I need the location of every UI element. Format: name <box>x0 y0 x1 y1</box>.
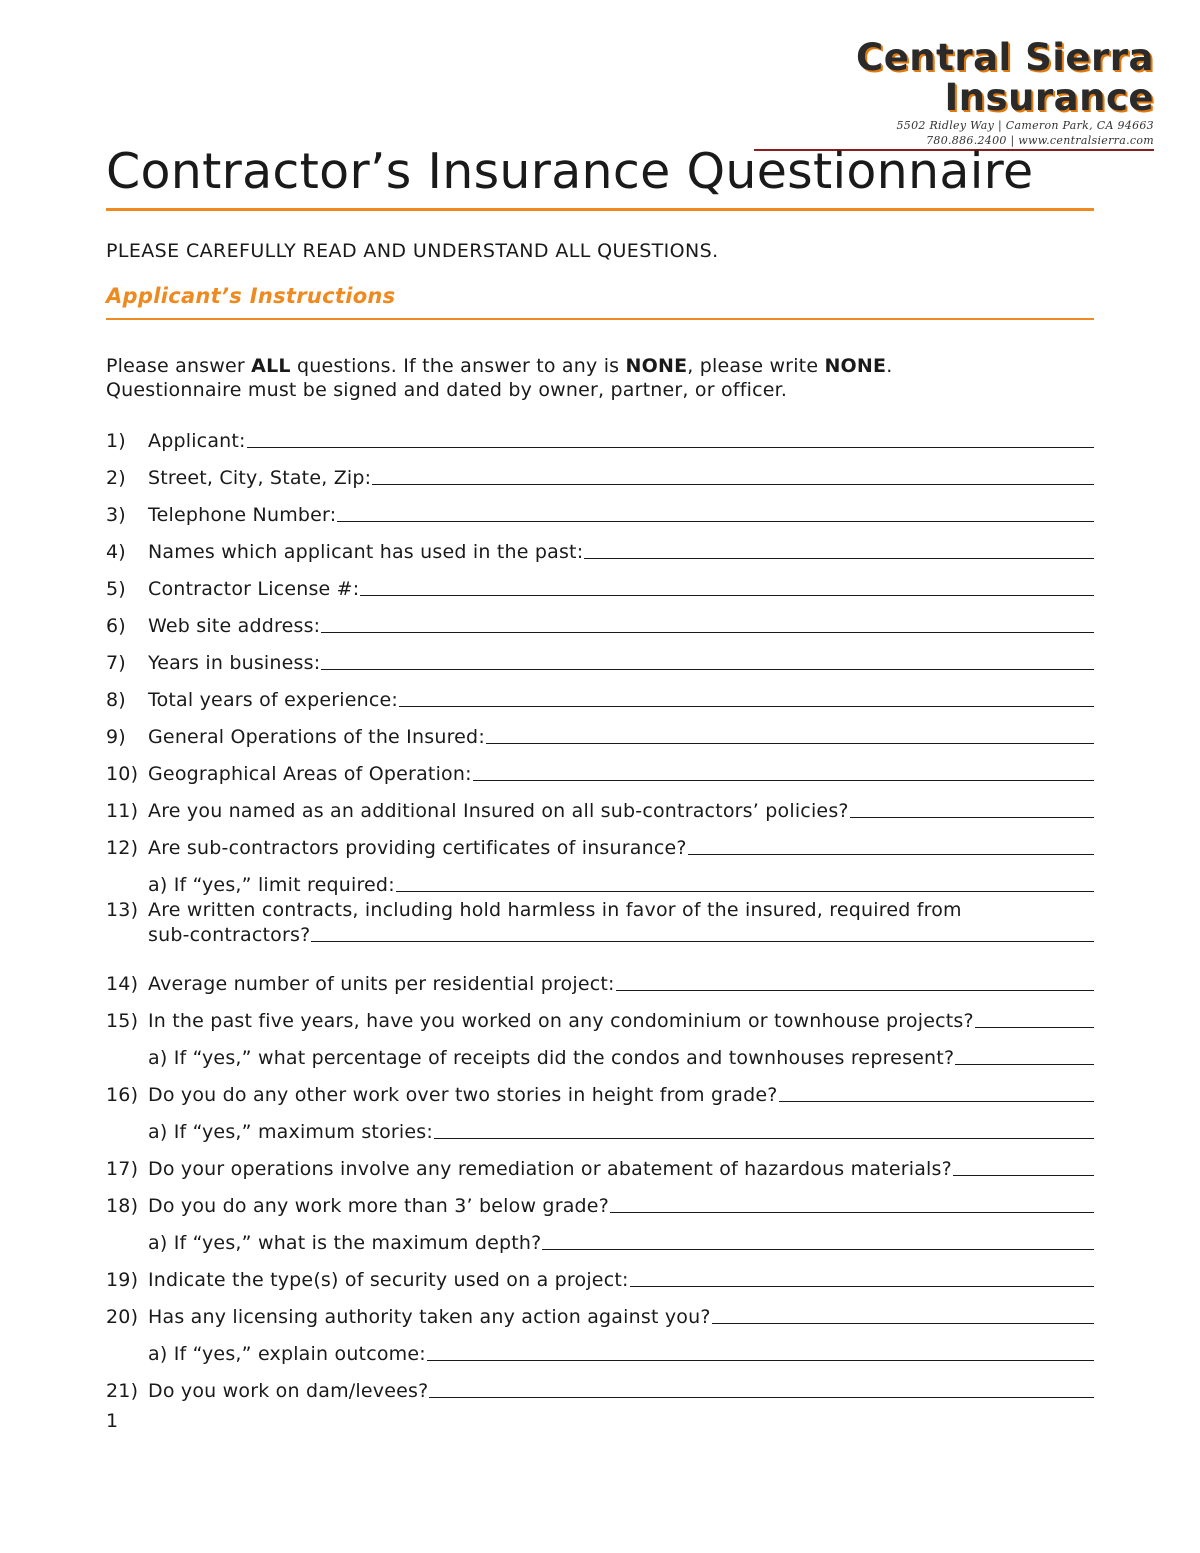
section-heading: Applicant’s Instructions <box>106 284 396 308</box>
question-item <box>106 415 1094 452</box>
question-text: Years in business: <box>148 652 321 674</box>
question-text: Has any licensing authority taken any action against you? <box>148 1306 711 1328</box>
answer-line[interactable] <box>850 816 1094 818</box>
title-divider <box>106 208 1094 211</box>
answer-line[interactable] <box>975 1026 1094 1028</box>
page-number: 1 <box>106 1410 119 1432</box>
answer-line[interactable] <box>427 1359 1094 1361</box>
question-item <box>106 896 1094 958</box>
answer-line[interactable] <box>396 890 1094 892</box>
answer-line[interactable] <box>360 594 1094 596</box>
question-text: a) If “yes,” limit required: <box>148 874 395 896</box>
question-text: Do you do any other work over two stories in height from grade? <box>148 1084 778 1106</box>
sub-question-item <box>106 1106 1094 1143</box>
answer-line[interactable] <box>247 446 1094 448</box>
instructions-text: questions. If the answer to any is <box>290 355 626 377</box>
logo-contact: 780.886.2400 | www.centralsierra.com <box>926 134 1154 147</box>
sub-question-item <box>106 1328 1094 1365</box>
question-item <box>106 1069 1094 1106</box>
question-number: 21) <box>106 1380 139 1402</box>
instructions-text: . <box>886 355 893 377</box>
question-item <box>106 785 1094 822</box>
question-number: 20) <box>106 1306 139 1328</box>
page-title: Contractor’s Insurance Questionnaire <box>106 143 1034 200</box>
question-number: 13) <box>106 899 139 921</box>
question-number: 8) <box>106 689 126 711</box>
question-item <box>106 1254 1094 1291</box>
question-text: a) If “yes,” explain outcome: <box>148 1343 426 1365</box>
sub-question-item <box>106 859 1094 896</box>
instructions-text: Questionnaire must be signed and dated by owner, partner, or officer. <box>106 379 788 401</box>
answer-line[interactable] <box>429 1396 1094 1398</box>
instructions-text: Please answer <box>106 355 252 377</box>
question-number: 7) <box>106 652 126 674</box>
question-number: 19) <box>106 1269 139 1291</box>
company-logo <box>704 38 1154 151</box>
question-text: a) If “yes,” maximum stories: <box>148 1121 433 1143</box>
question-text: Indicate the type(s) of security used on a project: <box>148 1269 629 1291</box>
question-item <box>106 1365 1094 1402</box>
answer-line[interactable] <box>688 853 1094 855</box>
question-number: 17) <box>106 1158 139 1180</box>
instructions-emphasis: ALL <box>251 355 291 377</box>
question-item <box>106 958 1094 995</box>
question-text: General Operations of the Insured: <box>148 726 485 748</box>
answer-line[interactable] <box>779 1100 1094 1102</box>
section-divider <box>106 318 1094 320</box>
question-number: 9) <box>106 726 126 748</box>
question-text: Geographical Areas of Operation: <box>148 763 472 785</box>
question-text: Telephone Number: <box>148 504 337 526</box>
question-item <box>106 995 1094 1032</box>
answer-line[interactable] <box>630 1285 1094 1287</box>
sub-question-item <box>106 1217 1094 1254</box>
answer-line[interactable] <box>473 779 1094 781</box>
question-number: 12) <box>106 837 139 859</box>
logo-address: 5502 Ridley Way | Cameron Park, CA 94663 <box>896 119 1154 132</box>
question-item <box>106 748 1094 785</box>
question-text: Names which applicant has used in the past: <box>148 541 584 563</box>
question-item <box>106 600 1094 637</box>
question-item <box>106 526 1094 563</box>
answer-line[interactable] <box>321 631 1094 633</box>
answer-line[interactable] <box>486 742 1094 744</box>
question-text: Are sub-contractors providing certificates of insurance? <box>148 837 687 859</box>
question-item <box>106 452 1094 489</box>
question-item <box>106 563 1094 600</box>
question-text: Do you do any work more than 3’ below grade? <box>148 1195 609 1217</box>
question-text: Average number of units per residential project: <box>148 973 615 995</box>
question-item <box>106 822 1094 859</box>
question-text: Do your operations involve any remediation or abatement of hazardous materials? <box>148 1158 952 1180</box>
question-text: Are written contracts, including hold harmless in favor of the insured, required from <box>148 899 962 921</box>
answer-line[interactable] <box>610 1211 1094 1213</box>
question-item <box>106 1143 1094 1180</box>
question-text: Do you work on dam/levees? <box>148 1380 429 1402</box>
instructions-emphasis: NONE <box>824 355 887 377</box>
question-text: Are you named as an additional Insured on all sub-contractors’ policies? <box>148 800 849 822</box>
answer-line[interactable] <box>434 1137 1094 1139</box>
answer-line[interactable] <box>955 1063 1094 1065</box>
intro-notice: PLEASE CAREFULLY READ AND UNDERSTAND ALL QUESTIONS. <box>106 240 719 262</box>
question-number: 14) <box>106 973 139 995</box>
question-number: 18) <box>106 1195 139 1217</box>
answer-line[interactable] <box>712 1322 1094 1324</box>
question-item <box>106 637 1094 674</box>
question-item <box>106 1180 1094 1217</box>
question-text: a) If “yes,” what percentage of receipts did the condos and townhouses represent? <box>148 1047 955 1069</box>
question-number: 15) <box>106 1010 139 1032</box>
answer-line[interactable] <box>311 940 1094 942</box>
question-text: Web site address: <box>148 615 321 637</box>
answer-line[interactable] <box>321 668 1094 670</box>
question-text: a) If “yes,” what is the maximum depth? <box>148 1232 542 1254</box>
answer-line[interactable] <box>337 520 1094 522</box>
question-number: 3) <box>106 504 126 526</box>
question-number: 2) <box>106 467 126 489</box>
question-number: 1) <box>106 430 126 452</box>
instructions-paragraph <box>106 354 1096 402</box>
question-number: 11) <box>106 800 139 822</box>
question-number: 16) <box>106 1084 139 1106</box>
answer-line[interactable] <box>542 1248 1094 1250</box>
question-item <box>106 674 1094 711</box>
question-item <box>106 711 1094 748</box>
sub-question-item <box>106 1032 1094 1069</box>
logo-company-name: Central Sierra Insurance <box>856 36 1154 119</box>
answer-line[interactable] <box>953 1174 1094 1176</box>
question-item <box>106 489 1094 526</box>
answer-line[interactable] <box>399 705 1094 707</box>
question-text: Street, City, State, Zip: <box>148 467 372 489</box>
question-text: sub-contractors? <box>148 924 311 946</box>
question-number: 10) <box>106 763 139 785</box>
question-text: Applicant: <box>148 430 246 452</box>
question-text: In the past five years, have you worked on any condominium or townhouse projects? <box>148 1010 974 1032</box>
question-text: Total years of experience: <box>148 689 399 711</box>
question-text: Contractor License #: <box>148 578 360 600</box>
answer-line[interactable] <box>616 989 1094 991</box>
instructions-emphasis: NONE <box>625 355 688 377</box>
question-item <box>106 1291 1094 1328</box>
question-number: 6) <box>106 615 126 637</box>
question-number: 4) <box>106 541 126 563</box>
question-list <box>106 415 1094 1402</box>
answer-line[interactable] <box>372 483 1094 485</box>
instructions-text: , please write <box>687 355 825 377</box>
question-number: 5) <box>106 578 126 600</box>
answer-line[interactable] <box>584 557 1094 559</box>
